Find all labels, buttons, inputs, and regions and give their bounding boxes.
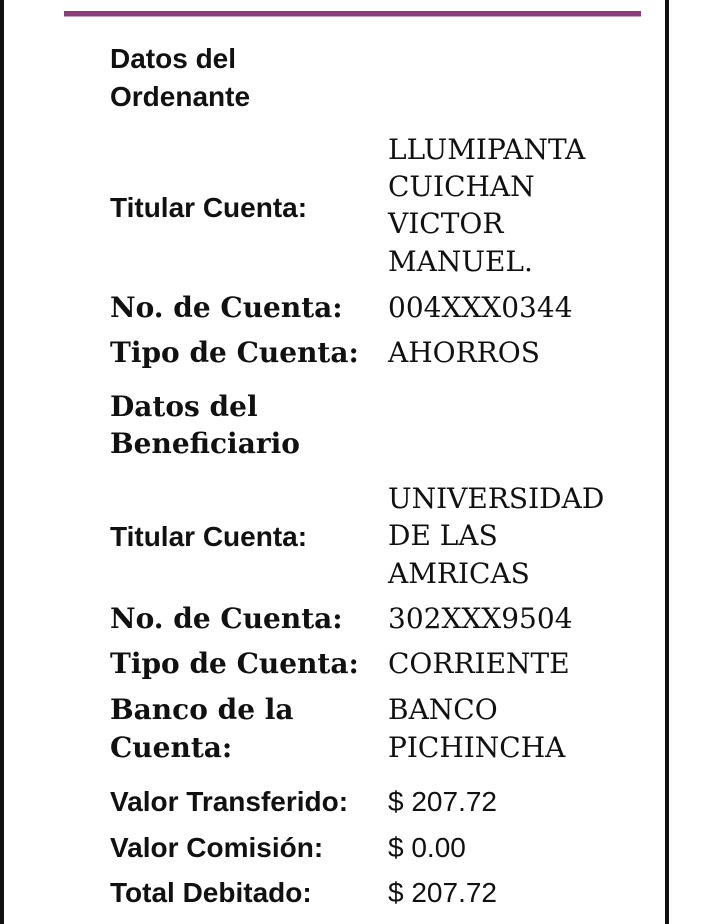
beneficiario-heading-line2: Beneficiario — [110, 427, 300, 460]
beneficiario-cuenta-label: No. de Cuenta: — [110, 602, 343, 635]
beneficiario-tipo-label: Tipo de Cuenta: — [110, 647, 359, 680]
beneficiario-tipo-value: CORRIENTE — [388, 647, 570, 680]
beneficiario-cuenta-value: 302XXX9504 — [388, 602, 573, 635]
ordenante-tipo-value: AHORROS — [388, 336, 540, 369]
ordenante-tipo-label: Tipo de Cuenta: — [110, 336, 359, 369]
beneficiario-banco-label-line1: Banco de la — [110, 693, 294, 726]
right-border — [665, 0, 669, 924]
ordenante-titular-value-line1: LLUMIPANTA — [388, 133, 586, 166]
beneficiario-titular-label: Titular Cuenta: — [110, 521, 308, 552]
ordenante-titular-value-line3: VICTOR — [388, 207, 504, 240]
valor-comision-label: Valor Comisión: — [110, 832, 324, 863]
ordenante-cuenta-value: 004XXX0344 — [388, 291, 573, 324]
accent-divider — [64, 11, 641, 16]
ordenante-heading-line1: Datos del — [110, 43, 237, 74]
ordenante-titular-label: Titular Cuenta: — [110, 192, 308, 223]
total-debitado-label: Total Debitado: — [110, 877, 312, 908]
beneficiario-titular-value-line2: DE LAS — [388, 519, 498, 552]
left-border — [0, 0, 4, 924]
beneficiario-banco-label-line2: Cuenta: — [110, 731, 233, 764]
ordenante-titular-value-line4: MANUEL. — [388, 245, 533, 278]
beneficiario-titular-value-line1: UNIVERSIDAD — [388, 482, 605, 515]
valor-transferido-label: Valor Transferido: — [110, 786, 349, 817]
beneficiario-heading-line1: Datos del — [110, 390, 258, 423]
valor-comision-value: $ 0.00 — [388, 832, 466, 863]
ordenante-heading-line2: Ordenante — [110, 81, 251, 112]
ordenante-titular-value-line2: CUICHAN — [388, 170, 535, 203]
total-debitado-value: $ 207.72 — [388, 877, 497, 908]
beneficiario-titular-value-line3: AMRICAS — [388, 557, 530, 590]
ordenante-cuenta-label: No. de Cuenta: — [110, 291, 343, 324]
beneficiario-banco-value-line2: PICHINCHA — [388, 731, 566, 764]
valor-transferido-value: $ 207.72 — [388, 786, 497, 817]
beneficiario-banco-value-line1: BANCO — [388, 693, 498, 726]
